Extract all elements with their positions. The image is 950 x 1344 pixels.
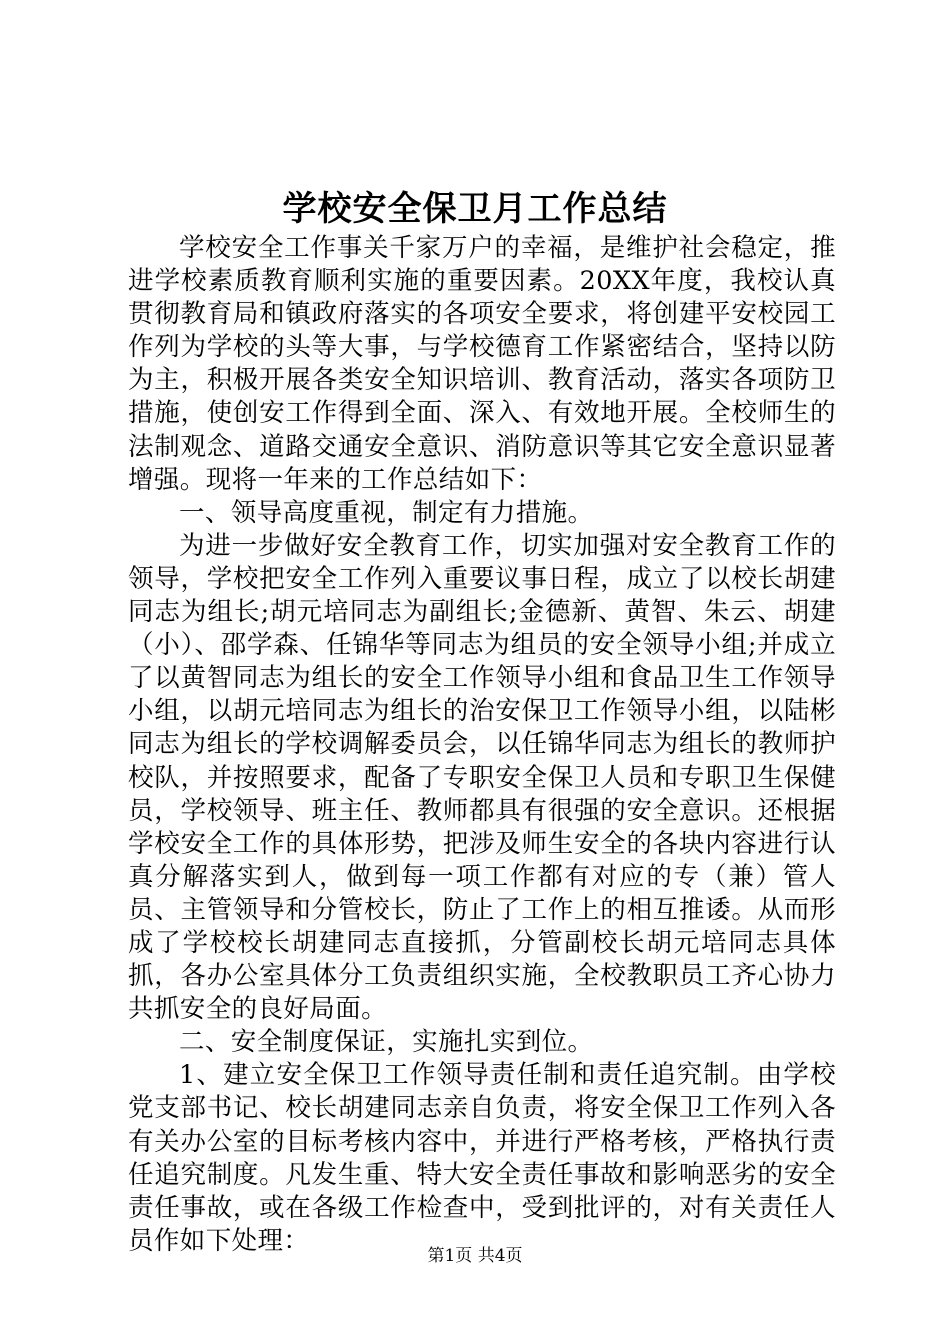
page-footer: 第1页 共4页 <box>427 1246 523 1266</box>
document-body <box>128 232 836 1258</box>
document-title: 学校安全保卫月工作总结 <box>282 189 668 229</box>
section-1-paragraph: 为进一步做好安全教育工作，切实加强对安全教育工作的领导，学校把安全工作列入重要议事日程，成立了以校长胡建同志为组长;胡元培同志为副组长;金德新、黄智、朱云、胡建（小）、邵学森、任锦华等同志为组员的安全领导小组;并成立了以黄智同志为组长的安全工作领导小组和食品卫生工作领导小组，以胡元培同志为组长的治安保卫工作领导小组，以陆彬同志为组长的学校调解委员会，以任锦华同志为组长的教师护校队，并按照要求，配备了专职安全保卫人员和专职卫生保健员，学校领导、班主任、教师都具有很强的安全意识。还根据学校安全工作的具体形势，把涉及师生安全的各块内容进行认真分解落实到人，做到每一项工作都有对应的专（兼）管人员、主管领导和分管校长，防止了工作上的相互推诿。从而形成了学校校长胡建同志直接抓，分管副校长胡元培同志具体抓，各办公室具体分工负责组织实施，全校教职员工齐心协力共抓安全的良好局面。 <box>128 530 836 1025</box>
intro-paragraph: 学校安全工作事关千家万户的幸福，是维护社会稳定，推进学校素质教育顺利实施的重要因素。20XX年度，我校认真贯彻教育局和镇政府落实的各项安全要求，将创建平安校园工作列为学校的头等大事，与学校德育工作紧密结合，坚持以防为主，积极开展各类安全知识培训、教育活动，落实各项防卫措施，使创安工作得到全面、深入、有效地开展。全校师生的法制观念、道路交通安全意识、消防意识等其它安全意识显著增强。现将一年来的工作总结如下： <box>128 233 836 495</box>
section-2-item-1-paragraph: 1、建立安全保卫工作领导责任制和责任追究制。由学校党支部书记、校长胡建同志亲自负责，将安全保卫工作列入各有关办公室的目标考核内容中，并进行严格考核，严格执行责任追究制度。凡发生重、特大安全责任事故和影响恶劣的安全责任事故，或在各级工作检查中，受到批评的，对有关责任人员作如下处理： <box>128 1060 836 1256</box>
section-heading-1: 一、领导高度重视，制定有力措施。 <box>179 497 594 528</box>
section-heading-2: 二、安全制度保证，实施扎实到位。 <box>179 1027 594 1058</box>
